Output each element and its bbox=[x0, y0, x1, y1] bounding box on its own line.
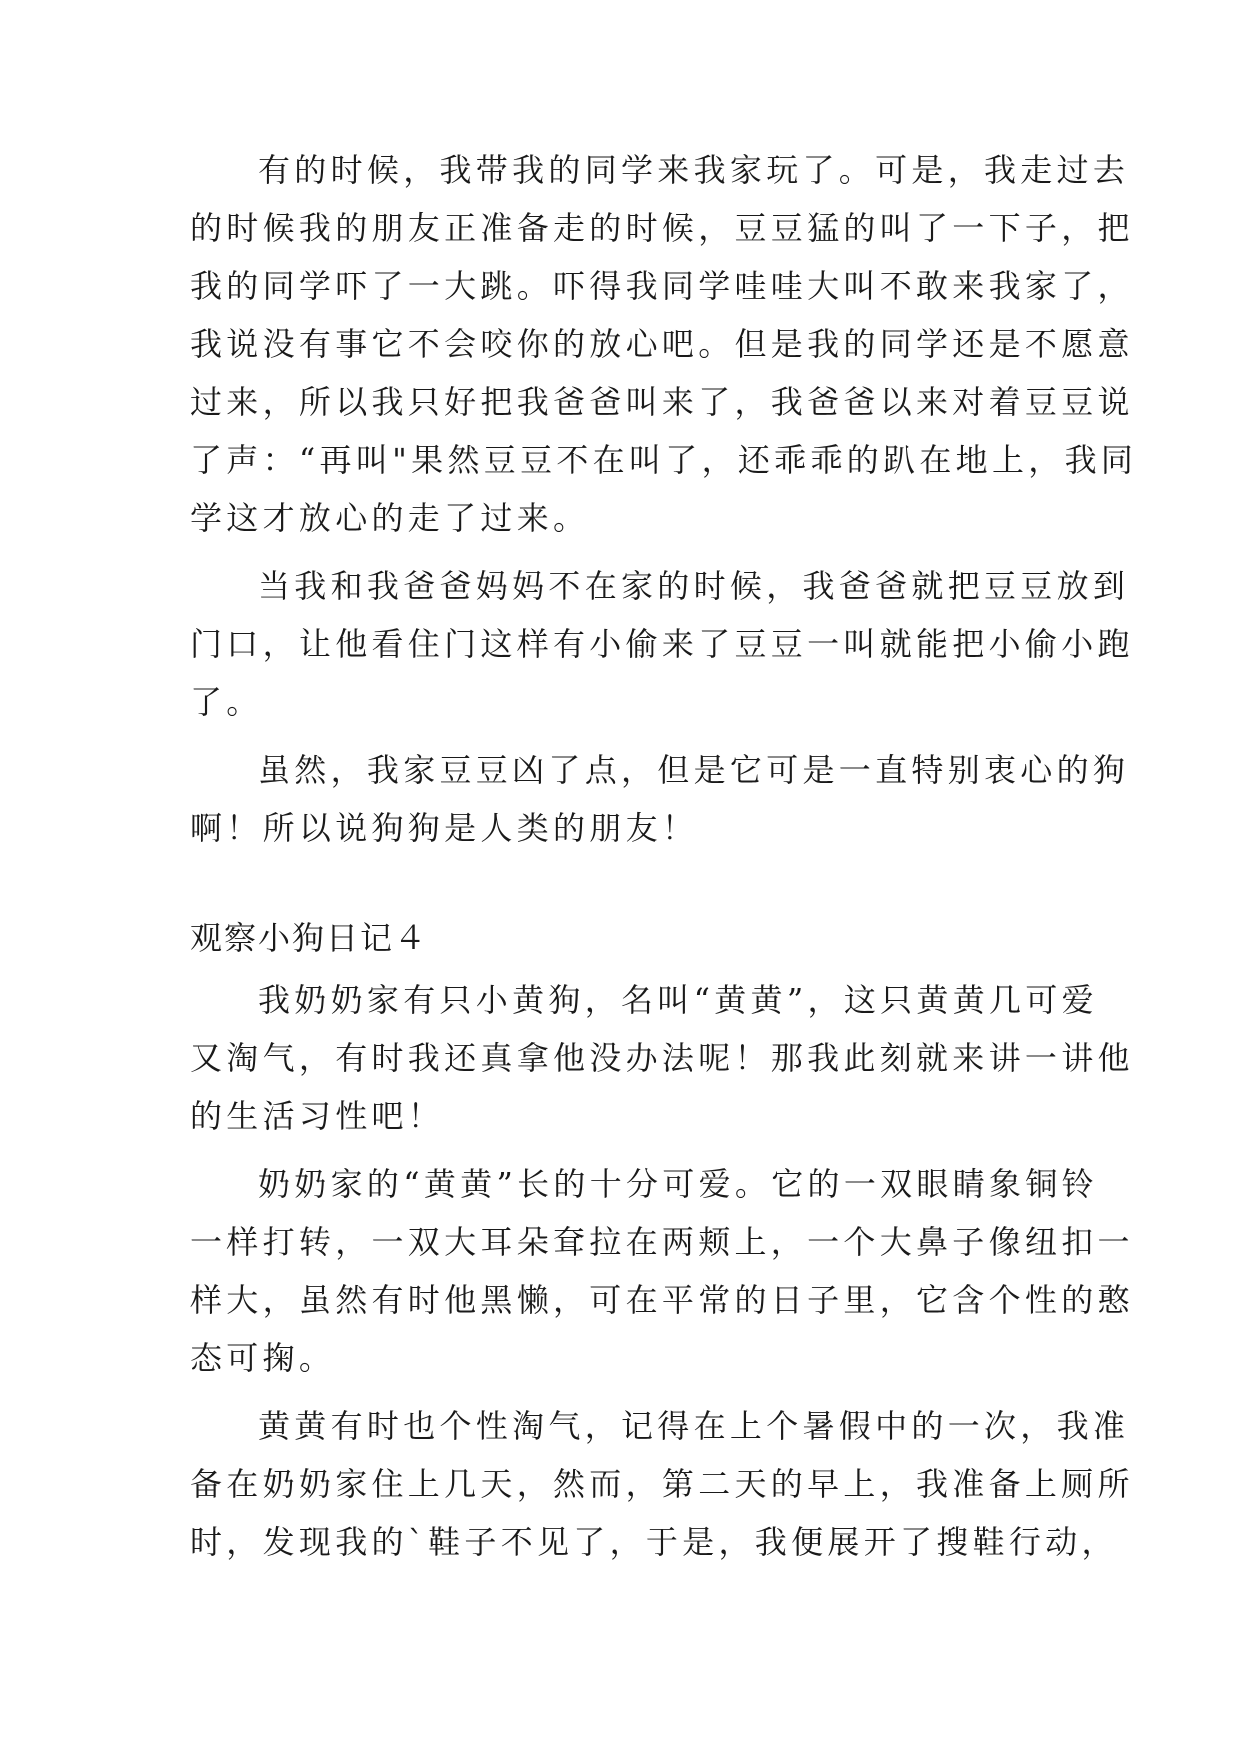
section-title: 观察小狗日记４ bbox=[190, 919, 429, 957]
paragraph-line: 我说没有事它不会咬你的放心吧。但是我的同学还是不愿意 bbox=[190, 325, 1134, 363]
paragraph-line: 备在奶奶家住上几天，然而，第二天的早上，我准备上厕所 bbox=[190, 1465, 1134, 1503]
paragraph-line: 的生活习性吧！ bbox=[190, 1097, 445, 1135]
paragraph-line: 态可掬。 bbox=[190, 1339, 336, 1377]
paragraph-line: 了。 bbox=[190, 683, 263, 721]
paragraph-line: 有的时候，我带我的同学来我家玩了。可是，我走过去 bbox=[258, 151, 1130, 189]
paragraph-line: 门口，让他看住门这样有小偷来了豆豆一叫就能把小偷小跑 bbox=[190, 625, 1134, 663]
paragraph-line: 我的同学吓了一大跳。吓得我同学哇哇大叫不敢来我家了， bbox=[190, 267, 1134, 305]
paragraph-line: 当我和我爸爸妈妈不在家的时候，我爸爸就把豆豆放到 bbox=[258, 567, 1130, 605]
paragraph-line: 啊！所以说狗狗是人类的朋友！ bbox=[190, 809, 699, 847]
paragraph-line: 时，发现我的`鞋子不见了，于是，我便展开了搜鞋行动， bbox=[190, 1523, 1118, 1561]
paragraph-line: 虽然，我家豆豆凶了点，但是它可是一直特别衷心的狗 bbox=[258, 751, 1130, 789]
paragraph-line: 奶奶家的“黄黄”长的十分可爱。它的一双眼睛象铜铃 bbox=[258, 1165, 1098, 1203]
paragraph-line: 过来，所以我只好把我爸爸叫来了，我爸爸以来对着豆豆说 bbox=[190, 383, 1134, 421]
paragraph-line: 了声：“再叫"果然豆豆不在叫了，还乖乖的趴在地上，我同 bbox=[190, 441, 1138, 479]
paragraph-line: 一样打转，一双大耳朵耷拉在两颊上，一个大鼻子像纽扣一 bbox=[190, 1223, 1134, 1261]
paragraph-line: 的时候我的朋友正准备走的时候，豆豆猛的叫了一下子，把 bbox=[190, 209, 1134, 247]
paragraph-line: 学这才放心的走了过来。 bbox=[190, 499, 590, 537]
paragraph-line: 我奶奶家有只小黄狗，名叫“黄黄”，这只黄黄几可爱 bbox=[258, 981, 1098, 1019]
paragraph-line: 又淘气，有时我还真拿他没办法呢！那我此刻就来讲一讲他 bbox=[190, 1039, 1134, 1077]
paragraph-line: 黄黄有时也个性淘气，记得在上个暑假中的一次，我准 bbox=[258, 1407, 1130, 1445]
paragraph-line: 样大，虽然有时他黑懒，可在平常的日子里，它含个性的憨 bbox=[190, 1281, 1134, 1319]
